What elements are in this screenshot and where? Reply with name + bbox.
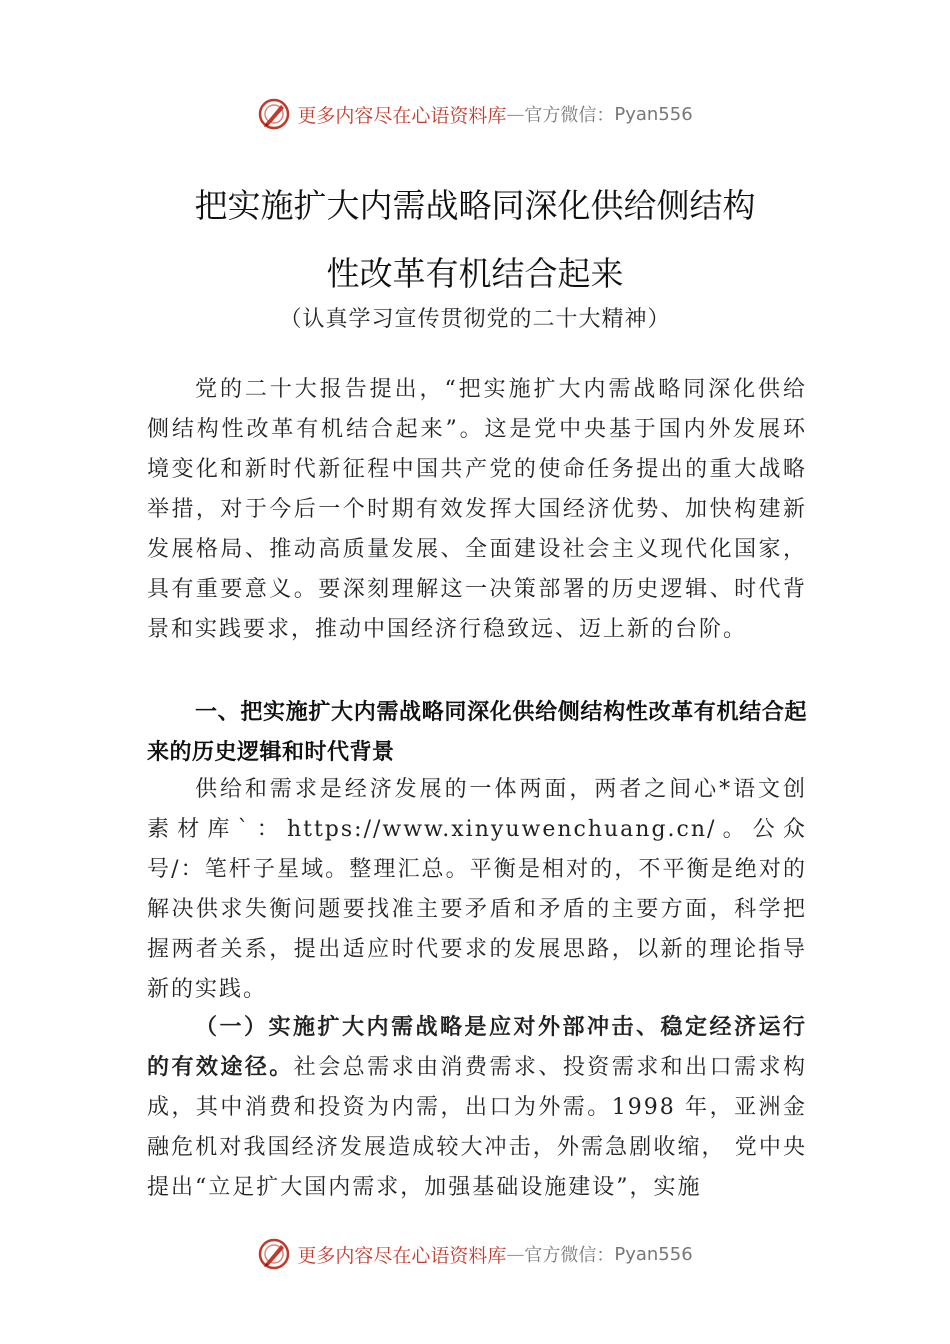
watermark-header <box>0 94 950 134</box>
section-heading-1: 一、把实施扩大内需战略同深化供给侧结构性改革有机结合起来的历史逻辑和时代背景 <box>147 700 807 765</box>
pen-logo-icon <box>257 1237 291 1271</box>
watermark-wechat-label: 官方微信： <box>524 1245 615 1266</box>
watermark-brand: 更多内容尽在心语资料库 <box>297 104 507 127</box>
subsection-body: 社会总需求由消费需求、投资需求和出口需求构成，其中消费和投资为内需，出口为外需。1998 年，亚洲金融危机对我国经济发展造成较大冲击，外需急剧收缩， 党中央提出“立足扩大国内需求，加强基础设施建设”，实施 <box>147 1055 807 1200</box>
watermark-footer <box>0 1234 950 1274</box>
watermark-dash: — <box>506 1243 525 1265</box>
watermark-wechat-id: Pyan556 <box>614 1243 693 1265</box>
watermark-dash: — <box>506 103 525 125</box>
watermark-wechat-label: 官方微信： <box>524 105 615 126</box>
watermark-wechat-id: Pyan556 <box>614 103 693 125</box>
watermark-brand: 更多内容尽在心语资料库 <box>297 1244 507 1267</box>
document-title-line-2: 性改革有机结合起来 <box>326 254 624 293</box>
document-subtitle: （认真学习宣传贯彻党的二十大精神） <box>279 307 671 332</box>
pen-logo-icon <box>257 97 291 131</box>
paragraph-intro: 党的二十大报告提出，“把实施扩大内需战略同深化供给侧结构性改革有机结合起来”。这是党中央基于国内外发展环境变化和新时代新征程中国共产党的使命任务提出的重大战略举措，对于今后一个时期有效发挥大国经济优势、加快构建新发展格局、推动高质量发展、全面建设社会主义现代化国家，具有重要意义。要深刻理解这一决策部署的历史逻辑、时代背景和实践要求，推动中国经济行稳致远、迈上新的台阶。 <box>147 377 807 642</box>
subsection-lead: （一）实施扩大内需战略是应对外部冲击、稳定经济运行的有效途径。 <box>147 1015 807 1080</box>
document-title-line-1: 把实施扩大内需战略同深化供给侧结构 <box>194 186 756 225</box>
paragraph-supply-demand: 供给和需求是经济发展的一体两面，两者之间心*语文创素材库`：https://www.xinyuwenchuang.cn/。公众号/：笔杆子星域。整理汇总。平衡是相对的，不平衡是绝对的解决供求失衡问题要找准主要矛盾和矛盾的主要方面，科学把握两者关系，提出适应时代要求的发展思路，以新的理论指导新的实践。 <box>147 777 807 1002</box>
paragraph-subsection-1 <box>147 1008 807 1208</box>
